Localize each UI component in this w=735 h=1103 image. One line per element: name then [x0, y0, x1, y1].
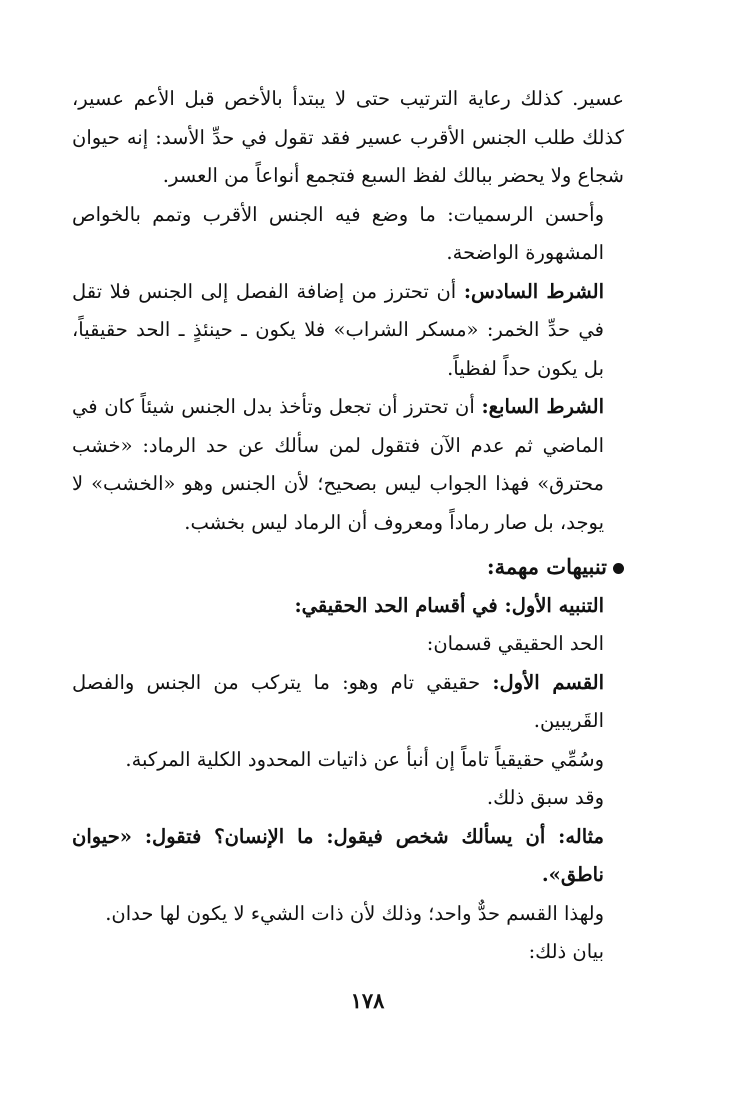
example-label: مثاله: — [558, 824, 604, 848]
paragraph-condition-6 — [72, 273, 624, 389]
paragraph-condition-7 — [72, 388, 624, 542]
paragraph-11: بيان ذلك: — [528, 940, 604, 963]
condition-7-label: الشرط السابع: — [481, 395, 604, 418]
section-1-label: القسم الأول: — [492, 670, 604, 694]
section-heading-text: تنبيهات مهمة: — [486, 554, 607, 579]
paragraph-7: وسُمِّي حقيقياً تاماً إن أنبأ عن ذاتيات المحدود الكلية المركبة. — [125, 747, 604, 771]
paragraph-10: ولهذا القسم حدٌّ واحد؛ وذلك لأن ذات الشيء لا يكون لها حدان. — [105, 901, 604, 925]
section-heading — [72, 548, 624, 587]
paragraph-8: وقد سبق ذلك. — [486, 786, 604, 809]
note-1-heading — [72, 587, 624, 626]
paragraph-1: عسير. كذلك رعاية الترتيب حتى لا يبتدأ بالأخص قبل الأعم عسير، كذلك طلب الجنس الأقرب عسير فقد تقول في حدِّ الأسد: إنه حيوان شجاع ولا يحضر ببالك لفظ السبع فتجمع أنواعاً من العسر. — [72, 87, 624, 187]
paragraph-5: الحد الحقيقي قسمان: — [426, 632, 604, 655]
section-1-text: حقيقي تام وهو: ما يتركب من الجنس والفصل القَريبين. — [72, 670, 604, 732]
paragraph-2: وأحسن الرسميات: ما وضع فيه الجنس الأقرب وتمم بالخواص المشهورة الواضحة. — [72, 202, 604, 264]
condition-6-text: أن تحترز من إضافة الفصل إلى الجنس فلا تقل في حدِّ الخمر: «مسكر الشراب» فلا يكون ـ حينئذٍ ـ الحد حقيقياً، بل يكون حداً لفظياً. — [72, 279, 604, 380]
paragraph-section-1 — [72, 664, 624, 741]
condition-7-text: أن تحترز أن تجعل وتأخذ بدل الجنس شيئاً كان في الماضي ثم عدم الآن فتقول لمن سألك عن حد الرماد: «خشب محترق» فهذا الجواب ليس بصحيح؛ لأن الجنس وهو «الخشب» لا يوجد، بل صار رماداً ومعروف أن الرماد ليس بخشب. — [72, 395, 604, 534]
page-number: ١٧٨ — [350, 988, 385, 1013]
note-1-text: في أقسام الحد الحقيقي: — [294, 593, 505, 617]
page-body — [72, 80, 624, 972]
note-1-label: التنبيه الأول: — [504, 593, 604, 617]
condition-6-label: الشرط السادس: — [463, 279, 604, 303]
example-text: أن يسألك شخص فيقول: ما الإنسان؟ فتقول: «حيوان ناطق». — [72, 824, 604, 886]
paragraph-example — [72, 818, 624, 895]
bullet-icon — [613, 563, 624, 574]
